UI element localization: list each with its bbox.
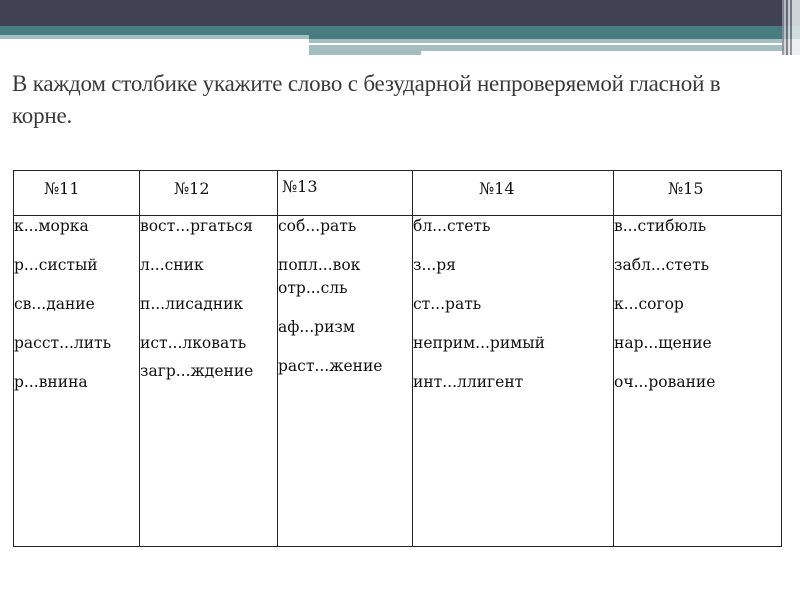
word: к...согор [614, 295, 684, 313]
header-band-dark [0, 0, 800, 26]
table-header-row [14, 171, 782, 216]
header-cell [413, 171, 614, 216]
header-label: №12 [174, 179, 210, 198]
word: попл...вок [278, 256, 361, 274]
words-table [13, 170, 782, 547]
word: в...стибюль [614, 217, 707, 235]
word: р...систый [14, 256, 98, 274]
header-cell [278, 171, 413, 216]
word: аф...ризм [278, 318, 355, 336]
word: нар...щение [614, 334, 712, 352]
word: св...дание [14, 295, 95, 313]
slide-title: В каждом столбике укажите слово с безударной непроверяемой гласной в корне. [12, 71, 721, 128]
header-cell [14, 171, 140, 216]
word: загр...ждение [140, 362, 254, 380]
word: л...сник [140, 256, 204, 274]
word: соб...рать [278, 217, 357, 235]
word: р...внина [14, 373, 88, 391]
column-12 [140, 216, 278, 547]
word: вост...ргаться [140, 217, 253, 235]
header-cell [614, 171, 782, 216]
word: неприм...римый [413, 334, 545, 352]
word: инт...ллигент [413, 373, 524, 391]
header-cell [140, 171, 278, 216]
header-band-light-left [0, 35, 309, 39]
word: к...морка [14, 217, 89, 235]
word: отр...сль [278, 279, 348, 297]
word: оч...рование [614, 373, 716, 391]
header-label: №11 [44, 179, 80, 198]
word: забл...стеть [614, 256, 710, 274]
word: п...лисадник [140, 295, 244, 313]
column-15 [614, 216, 782, 547]
word: расст...лить [14, 334, 112, 352]
column-11 [14, 216, 140, 547]
header-band-white-line [309, 43, 784, 45]
header-label: №13 [282, 177, 318, 196]
word: бл...стеть [413, 217, 491, 235]
word: з...ря [413, 256, 456, 274]
header-band-white-cut [421, 51, 784, 55]
header-label: №14 [479, 179, 515, 198]
table-body-row [14, 216, 782, 547]
header-label: №15 [668, 179, 704, 198]
word: раст...жение [278, 357, 383, 375]
header-stripes [782, 0, 800, 55]
column-14 [413, 216, 614, 547]
column-13 [278, 216, 413, 547]
word: ст...рать [413, 295, 482, 313]
word: ист...лковать [140, 334, 247, 352]
